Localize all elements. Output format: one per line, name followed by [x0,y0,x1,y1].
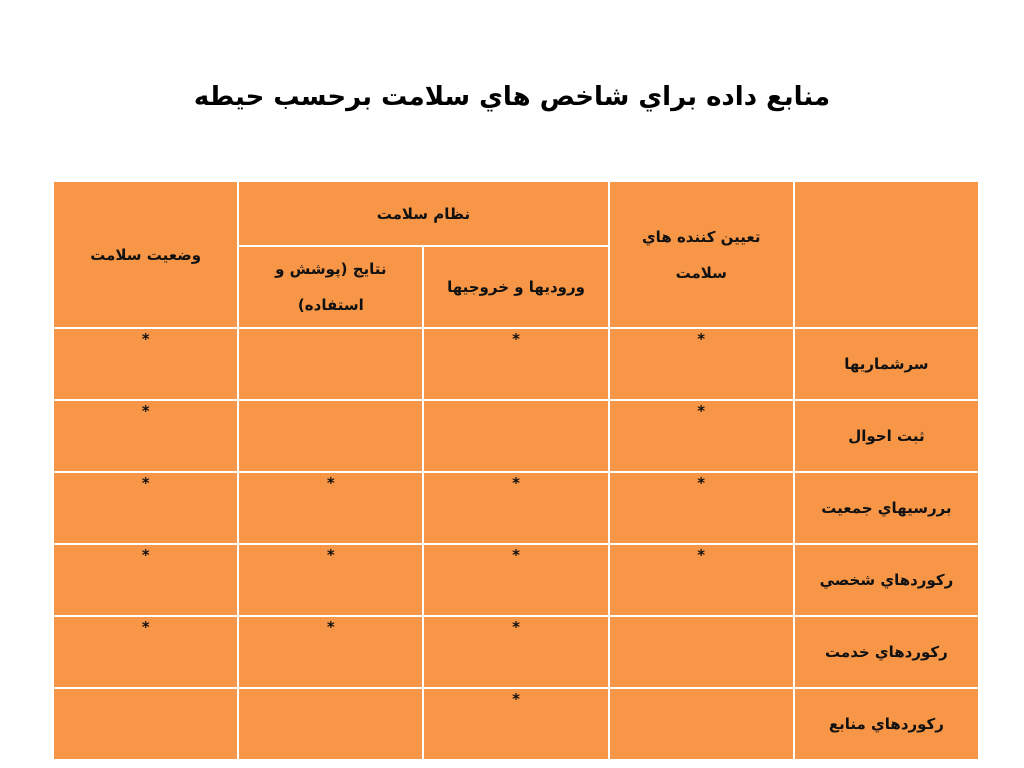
row-label: ركوردهاي خدمت [794,616,979,688]
cell-outcomes [238,688,423,760]
data-sources-table [52,180,980,761]
cell-outcomes: * [238,544,423,616]
cell-health-status: * [53,400,238,472]
cell-inputs-outputs [423,400,608,472]
header-health-system-label: نظام سلامت [376,204,471,223]
cell-outcomes [238,328,423,400]
cell-inputs-outputs: * [423,472,608,544]
row-label: سرشماريها [794,328,979,400]
table-row [53,328,979,400]
header-inputs-outputs [423,246,608,328]
header-determinants-label: تعيين كننده هاي سلامت [641,227,761,282]
header-health-system [238,181,608,246]
corner-cell [794,181,979,328]
cell-determinants [609,616,794,688]
header-health-status-label: وضعيت سلامت [90,245,202,264]
header-outcomes-label: نتايج (پوشش و استفاده) [275,260,387,314]
cell-health-status: * [53,328,238,400]
header-inputs-outputs-label: وروديها و خروجيها [447,278,585,296]
cell-determinants [609,688,794,760]
cell-determinants: * [609,472,794,544]
cell-outcomes: * [238,472,423,544]
header-determinants [609,181,794,328]
cell-inputs-outputs: * [423,328,608,400]
table-row [53,616,979,688]
slide-title: منابع داده براي شاخص هاي سلامت برحسب حيطه [193,82,831,112]
cell-inputs-outputs: * [423,688,608,760]
cell-outcomes: * [238,616,423,688]
cell-determinants: * [609,328,794,400]
header-row-1 [53,181,979,246]
header-outcomes [238,246,423,328]
cell-health-status [53,688,238,760]
row-label: بررسيهاي جمعيت [794,472,979,544]
table-row [53,472,979,544]
cell-health-status: * [53,616,238,688]
row-label: ركوردهاي منابع [794,688,979,760]
cell-health-status: * [53,544,238,616]
cell-determinants: * [609,400,794,472]
cell-health-status: * [53,472,238,544]
table-row [53,400,979,472]
table-row [53,688,979,760]
header-health-status [53,181,238,328]
table-row [53,544,979,616]
cell-inputs-outputs: * [423,616,608,688]
row-label: ركوردهاي شخصي [794,544,979,616]
cell-determinants: * [609,544,794,616]
cell-inputs-outputs: * [423,544,608,616]
cell-outcomes [238,400,423,472]
row-label: ثبت احوال [794,400,979,472]
